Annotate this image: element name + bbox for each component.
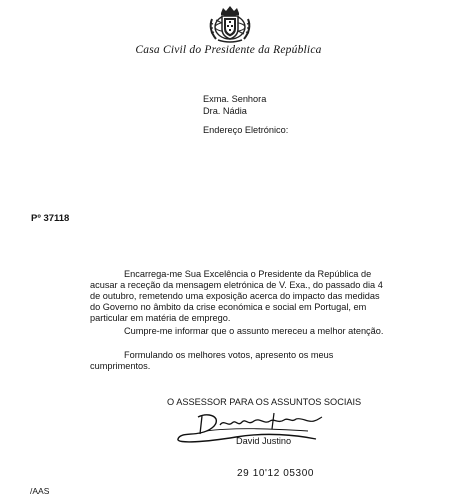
recipient-email-label: Endereço Eletrónico: xyxy=(203,125,289,135)
signer-name: David Justino xyxy=(236,436,292,446)
institution-name: Casa Civil do Presidente da República xyxy=(135,44,322,56)
date-stamp: 29 10'12 05300 xyxy=(237,468,315,479)
process-number: Pº 37118 xyxy=(31,213,70,224)
reference-initials: /AAS xyxy=(30,486,50,496)
coat-of-arms-icon xyxy=(206,5,254,43)
body-paragraph: Encarrega-me Sua Excelência o Presidente da República de acusar a receção da mensagem eletrónica de V. Exa., do passado dia 4 de outubro, remetendo uma exposição acerca do impacto das medidas do Governo no âmbito da crise económica e social em Portugal, em particular em matéria de emprego. xyxy=(90,269,383,323)
recipient-salutation: Exma. Senhora xyxy=(203,94,267,104)
body-paragraph: Cumpre-me informar que o assunto mereceu a melhor atenção. xyxy=(124,326,384,336)
signer-role: O ASSESSOR PARA OS ASSUNTOS SOCIAIS xyxy=(167,397,362,407)
recipient-name: Dra. Nádia xyxy=(203,106,247,116)
body-paragraph: Formulando os melhores votos, apresento os meus cumprimentos. xyxy=(90,350,334,371)
